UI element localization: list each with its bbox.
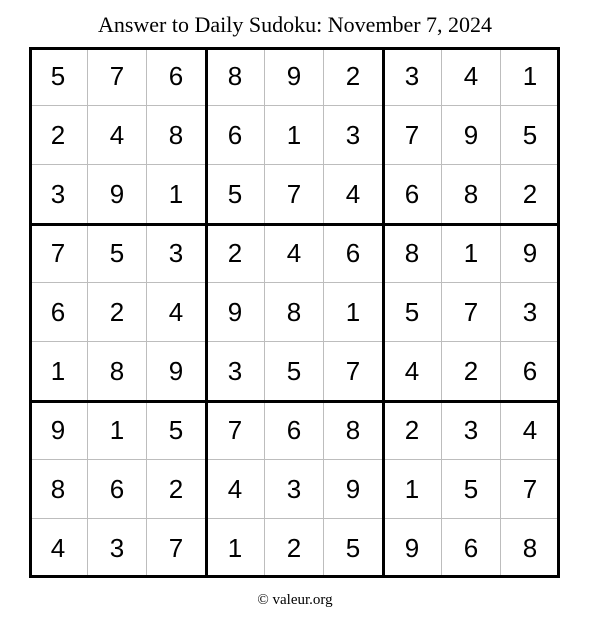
sudoku-cell-r4c4: 2 xyxy=(206,224,265,283)
sudoku-cell-r8c7: 1 xyxy=(383,460,442,519)
sudoku-cell-r5c2: 2 xyxy=(88,283,147,342)
sudoku-cell-r9c7: 9 xyxy=(383,519,442,578)
sudoku-cell-r2c9: 5 xyxy=(501,106,560,165)
sudoku-cell-r1c1: 5 xyxy=(29,47,88,106)
sudoku-cell-r4c9: 9 xyxy=(501,224,560,283)
sudoku-cell-r3c8: 8 xyxy=(442,165,501,224)
sudoku-cell-r7c3: 5 xyxy=(147,401,206,460)
sudoku-cell-r1c2: 7 xyxy=(88,47,147,106)
sudoku-cell-r3c1: 3 xyxy=(29,165,88,224)
sudoku-cell-r5c9: 3 xyxy=(501,283,560,342)
sudoku-cell-r2c8: 9 xyxy=(442,106,501,165)
sudoku-cell-r6c5: 5 xyxy=(265,342,324,401)
copyright-footer: © valeur.org xyxy=(257,592,333,608)
sudoku-cell-r1c5: 9 xyxy=(265,47,324,106)
sudoku-cell-r6c7: 4 xyxy=(383,342,442,401)
sudoku-cell-r1c9: 1 xyxy=(501,47,560,106)
sudoku-cell-r2c3: 8 xyxy=(147,106,206,165)
sudoku-cell-r4c5: 4 xyxy=(265,224,324,283)
sudoku-cell-r7c9: 4 xyxy=(501,401,560,460)
sudoku-cell-r4c2: 5 xyxy=(88,224,147,283)
sudoku-cell-r7c1: 9 xyxy=(29,401,88,460)
sudoku-cell-r6c4: 3 xyxy=(206,342,265,401)
sudoku-cell-r5c3: 4 xyxy=(147,283,206,342)
sudoku-cell-r8c1: 8 xyxy=(29,460,88,519)
sudoku-cell-r1c7: 3 xyxy=(383,47,442,106)
sudoku-cell-r8c3: 2 xyxy=(147,460,206,519)
sudoku-cell-r4c7: 8 xyxy=(383,224,442,283)
sudoku-cell-r3c2: 9 xyxy=(88,165,147,224)
sudoku-cell-r8c4: 4 xyxy=(206,460,265,519)
sudoku-cell-r5c1: 6 xyxy=(29,283,88,342)
sudoku-cell-r4c8: 1 xyxy=(442,224,501,283)
sudoku-cell-r2c6: 3 xyxy=(324,106,383,165)
sudoku-cell-r9c5: 2 xyxy=(265,519,324,578)
sudoku-cell-r4c6: 6 xyxy=(324,224,383,283)
sudoku-cell-r5c5: 8 xyxy=(265,283,324,342)
sudoku-cell-r1c4: 8 xyxy=(206,47,265,106)
sudoku-cell-r1c8: 4 xyxy=(442,47,501,106)
sudoku-cell-r5c4: 9 xyxy=(206,283,265,342)
sudoku-cell-r8c5: 3 xyxy=(265,460,324,519)
sudoku-cell-r9c4: 1 xyxy=(206,519,265,578)
sudoku-cell-r8c9: 7 xyxy=(501,460,560,519)
sudoku-cell-r3c3: 1 xyxy=(147,165,206,224)
sudoku-cell-r7c6: 8 xyxy=(324,401,383,460)
sudoku-cell-r8c8: 5 xyxy=(442,460,501,519)
sudoku-cell-r5c7: 5 xyxy=(383,283,442,342)
sudoku-cell-r6c2: 8 xyxy=(88,342,147,401)
sudoku-cell-r2c1: 2 xyxy=(29,106,88,165)
sudoku-cell-r9c9: 8 xyxy=(501,519,560,578)
sudoku-cell-r2c4: 6 xyxy=(206,106,265,165)
sudoku-cell-r4c3: 3 xyxy=(147,224,206,283)
sudoku-cell-r4c1: 7 xyxy=(29,224,88,283)
sudoku-cell-r9c6: 5 xyxy=(324,519,383,578)
sudoku-cell-r3c4: 5 xyxy=(206,165,265,224)
sudoku-cell-r6c9: 6 xyxy=(501,342,560,401)
sudoku-cell-r7c4: 7 xyxy=(206,401,265,460)
sudoku-cell-r5c8: 7 xyxy=(442,283,501,342)
sudoku-cell-r7c5: 6 xyxy=(265,401,324,460)
sudoku-cell-r1c3: 6 xyxy=(147,47,206,106)
page-title: Answer to Daily Sudoku: November 7, 2024 xyxy=(97,12,493,37)
sudoku-cell-r3c5: 7 xyxy=(265,165,324,224)
sudoku-cell-r3c6: 4 xyxy=(324,165,383,224)
sudoku-cell-r2c2: 4 xyxy=(88,106,147,165)
sudoku-cell-r9c8: 6 xyxy=(442,519,501,578)
sudoku-cell-r9c1: 4 xyxy=(29,519,88,578)
sudoku-cell-r6c8: 2 xyxy=(442,342,501,401)
sudoku-cell-r3c7: 6 xyxy=(383,165,442,224)
sudoku-cell-r1c6: 2 xyxy=(324,47,383,106)
sudoku-board xyxy=(29,47,560,578)
sudoku-cell-r2c5: 1 xyxy=(265,106,324,165)
sudoku-cell-r9c3: 7 xyxy=(147,519,206,578)
sudoku-cell-r7c8: 3 xyxy=(442,401,501,460)
sudoku-cell-r2c7: 7 xyxy=(383,106,442,165)
sudoku-cell-r7c7: 2 xyxy=(383,401,442,460)
sudoku-cell-r6c1: 1 xyxy=(29,342,88,401)
sudoku-cell-r8c6: 9 xyxy=(324,460,383,519)
sudoku-cell-r7c2: 1 xyxy=(88,401,147,460)
sudoku-cell-r8c2: 6 xyxy=(88,460,147,519)
sudoku-cell-r9c2: 3 xyxy=(88,519,147,578)
sudoku-cell-r6c3: 9 xyxy=(147,342,206,401)
sudoku-cell-r3c9: 2 xyxy=(501,165,560,224)
sudoku-cell-r5c6: 1 xyxy=(324,283,383,342)
sudoku-cell-r6c6: 7 xyxy=(324,342,383,401)
